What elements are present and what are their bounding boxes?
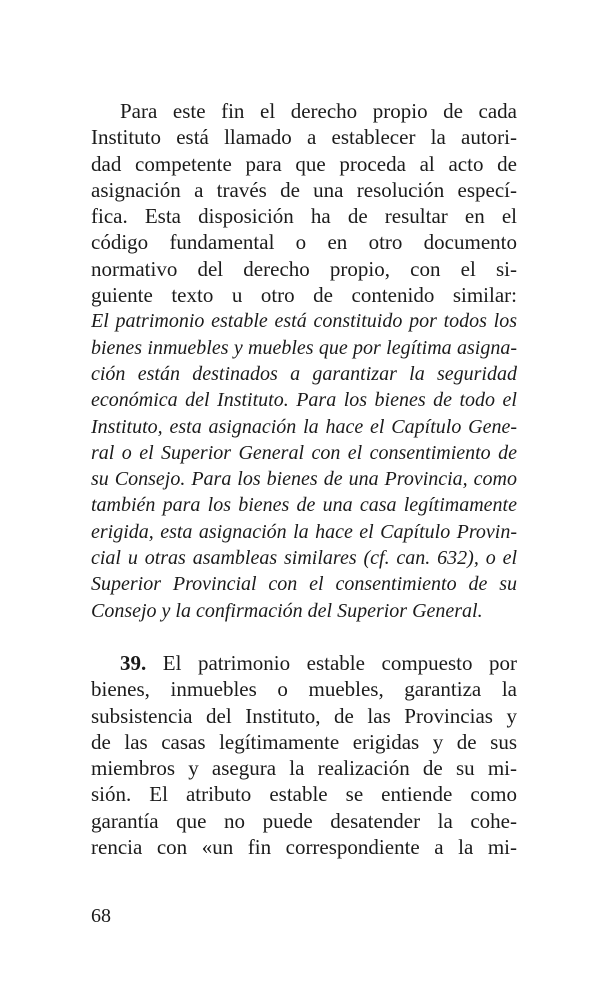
paragraph-spacer <box>91 624 517 650</box>
quote-line: ción están destinados a garantizar la seguridad <box>91 362 517 385</box>
paragraph-1-line: fica. Esta disposición ha de resultar en el <box>91 204 517 229</box>
paragraph-39-line: garantía que no puede desatender la cohe- <box>91 808 517 833</box>
paragraph-1-line: normativo del derecho propio, con el si- <box>91 256 517 281</box>
paragraph-39-line: bienes, inmuebles o muebles, garantiza la <box>91 677 517 702</box>
paragraph-number: 39. <box>120 650 147 675</box>
paragraph-1-line: código fundamental o en otro documento <box>91 230 517 255</box>
paragraph-39 <box>91 650 517 860</box>
paragraph-1-line: Para este fin el derecho propio de cada <box>120 99 517 123</box>
quote-line: Instituto, esta asignación la hace el Capítulo Gene- <box>91 415 517 438</box>
paragraph-1-line: dad competente para que proceda al acto de <box>91 151 517 176</box>
quote-line: Superior Provincial con el consentimiento de su <box>91 573 517 596</box>
paragraph-39-line: de las casas legítimamente erigidas y de sus <box>91 729 517 754</box>
paragraph-39-line: rencia con «un fin correspondiente a la mi- <box>91 835 517 860</box>
paragraph-39-line: sión. El atributo estable se entiende como <box>91 782 517 807</box>
page-number: 68 <box>91 905 111 927</box>
quote-line: ral o el Superior General con el consentimiento de <box>91 441 517 464</box>
paragraph-39-first-line-text: El patrimonio estable compuesto por <box>162 650 517 675</box>
paragraph-1-line: Instituto está llamado a establecer la autori- <box>91 125 517 150</box>
quote-line: El patrimonio estable está constituido por todos los <box>91 310 517 333</box>
quote-line: su Consejo. Para los bienes de una Provincia, como <box>91 468 517 491</box>
quote-line: también para los bienes de una casa legítimamente <box>91 494 517 517</box>
paragraph-1 <box>91 98 517 308</box>
paragraph-39-line: miembros y asegura la realización de su mi- <box>91 756 517 781</box>
paragraph-39-line: subsistencia del Instituto, de las Provincias y <box>91 703 517 728</box>
page-body <box>91 98 517 860</box>
quoted-text <box>91 308 517 624</box>
quote-line: erigida, esta asignación la hace el Capítulo Provin- <box>91 520 517 543</box>
quote-line: económica del Instituto. Para los bienes de todo el <box>91 389 517 412</box>
quote-line: cial u otras asambleas similares (cf. can. 632), o el <box>91 547 517 570</box>
quote-line: Consejo y la confirmación del Superior General. <box>91 599 483 622</box>
paragraph-1-line: asignación a través de una resolución especí- <box>91 177 517 202</box>
paragraph-1-line: guiente texto u otro de contenido similar: <box>91 283 517 308</box>
quote-line: bienes inmuebles y muebles que por legítima asigna- <box>91 336 517 359</box>
paragraph-39-first-line <box>91 650 517 676</box>
